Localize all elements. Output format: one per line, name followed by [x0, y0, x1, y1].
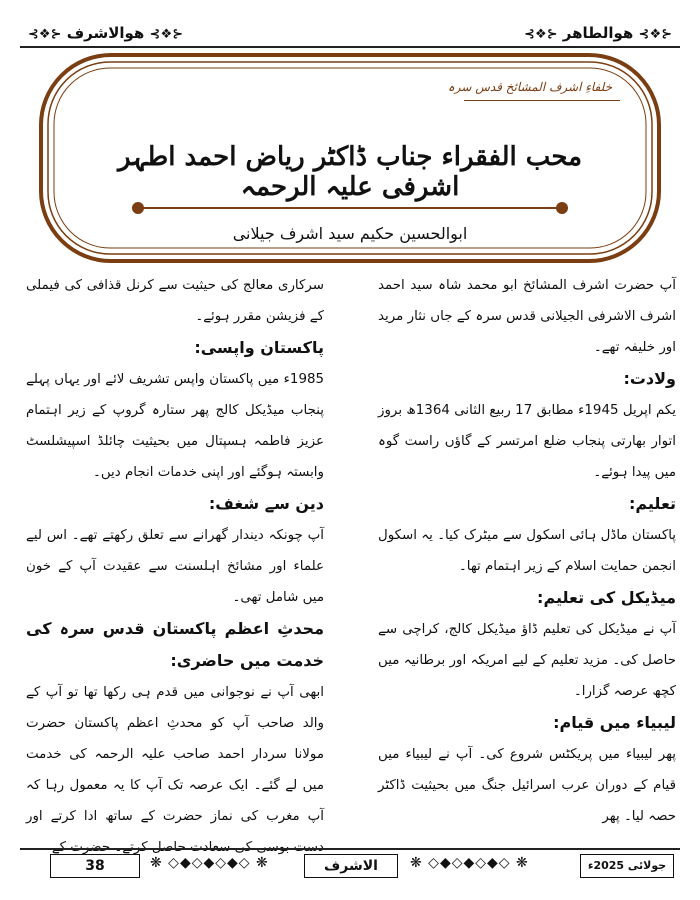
page-number: 38 [50, 854, 140, 878]
paragraph: آپ حضرت اشرف المشائخ ابو محمد شاہ سید احمد اشرف الاشرفی الجیلانی قدس سرہ کے جاں نثار مرید اور خلیفہ تھے۔ [378, 278, 676, 355]
article-byline: ابوالحسین حکیم سید اشرف جیلانی [232, 224, 468, 243]
paragraph: پھر لیبیاء میں پریکٹس شروع کی۔ آپ نے لیبیاء میں قیام کے دوران عرب اسرائیل جنگ میں بحیثیت ڈاکٹر حصہ لیا۔ پھر [378, 747, 676, 824]
header-ornament-icon: ⊰❖⊱ [524, 27, 558, 42]
header-right-text: هوالطاهر [562, 24, 634, 42]
header-ornament-icon: ⊰❖⊱ [638, 27, 672, 42]
paragraph: 1985ء میں پاکستان واپس تشریف لائے اور یہاں پہلے پنجاب میڈیکل کالج پھر ستارہ گروپ کے زیر اہتمام عزیز فاطمہ ہسپتال میں بحیثیت چائلڈ اسپیشلسٹ وابستہ ہوگئے اور اپنی خدمات انجام دیں۔ [26, 372, 324, 480]
paragraph: پاکستان ماڈل ہائی اسکول سے میٹرک کیا۔ یہ اسکول انجمن حمایت اسلام کے زیر اہتمام تھا۔ [378, 528, 676, 574]
section-heading: تعلیم: [628, 494, 676, 513]
section-heading: دین سے شغف: [208, 494, 324, 513]
paragraph: سرکاری معالج کی حیثیت سے کرنل قذافی کی فیملی کے فزیشن مقرر ہوئے۔ [26, 278, 324, 324]
footer [20, 852, 680, 880]
footer-ornament-icon: ❋ ◇◆◇◆◇◆◇ ❋ [410, 855, 529, 871]
paragraph: آپ چونکہ دیندار گھرانے سے تعلق رکھتے تھے۔ اس لیے علماء اور مشائخ اہلسنت سے عقیدت آپ کے خون میں شامل تھی۔ [26, 528, 324, 605]
header-left-title [28, 20, 183, 46]
section-heading: لیبیاء میں قیام: [553, 713, 676, 732]
footer-issue-date: جولائی 2025ء [580, 854, 674, 878]
left-column [26, 270, 324, 855]
section-heading: پاکستان واپسی: [194, 338, 324, 357]
section-heading: میڈیکل کی تعلیم: [537, 588, 676, 607]
footer-ornament-icon: ❋ ◇◆◇◆◇◆◇ ❋ [150, 855, 269, 871]
footer-magazine-name: الاشرف [304, 854, 398, 878]
header-right-title [524, 20, 672, 46]
header-rule [20, 46, 680, 48]
right-column [378, 270, 676, 840]
footer-rule [20, 848, 680, 850]
section-heading: محدثِ اعظم پاکستان قدس سرہ کی خدمت میں حاضری: [26, 619, 324, 670]
header-ornament-icon: ⊰❖⊱ [149, 27, 183, 42]
paragraph: ابھی آپ نے نوجوانی میں قدم ہی رکھا تھا تو آپ کے والد صاحب آپ کو محدثِ اعظم پاکستان حضرت مولانا سردار احمد صاحب علیہ الرحمہ کی خدمت میں لے گئے۔ ایک عرصہ تک آپ کا یہ معمول رہا کہ آپ مغرب کی نماز حضرت کے ساتھ ادا کرتے اور دست بوسی کی سعادت حاصل کرتے۔ حضرت کے [26, 685, 324, 855]
header-left-text: هوالاشرف [66, 24, 145, 42]
paragraph: یکم اپریل 1945ء مطابق 17 ربیع الثانی 1364ھ بروز اتوار بھارتی پنجاب ضلع امرتسر کے گاؤں راست گوہ میں پیدا ہوئے۔ [378, 403, 676, 480]
header-ornament-icon: ⊰❖⊱ [28, 27, 62, 42]
title-tag-underline [464, 100, 620, 101]
title-tag: خلفاءِ اشرف المشائخ قدس سرہ [447, 80, 612, 94]
section-heading: ولادت: [623, 369, 676, 388]
article-title: محب الفقراء جناب ڈاکٹر ریاض احمد اطہر اشرفی علیہ الرحمہ [117, 142, 583, 202]
paragraph: آپ نے میڈیکل کی تعلیم ڈاؤ میڈیکل کالج، کراچی سے حاصل کی۔ مزید تعلیم کے لیے امریکہ اور برطانیہ میں کچھ عرصہ گزارا۔ [378, 622, 676, 699]
